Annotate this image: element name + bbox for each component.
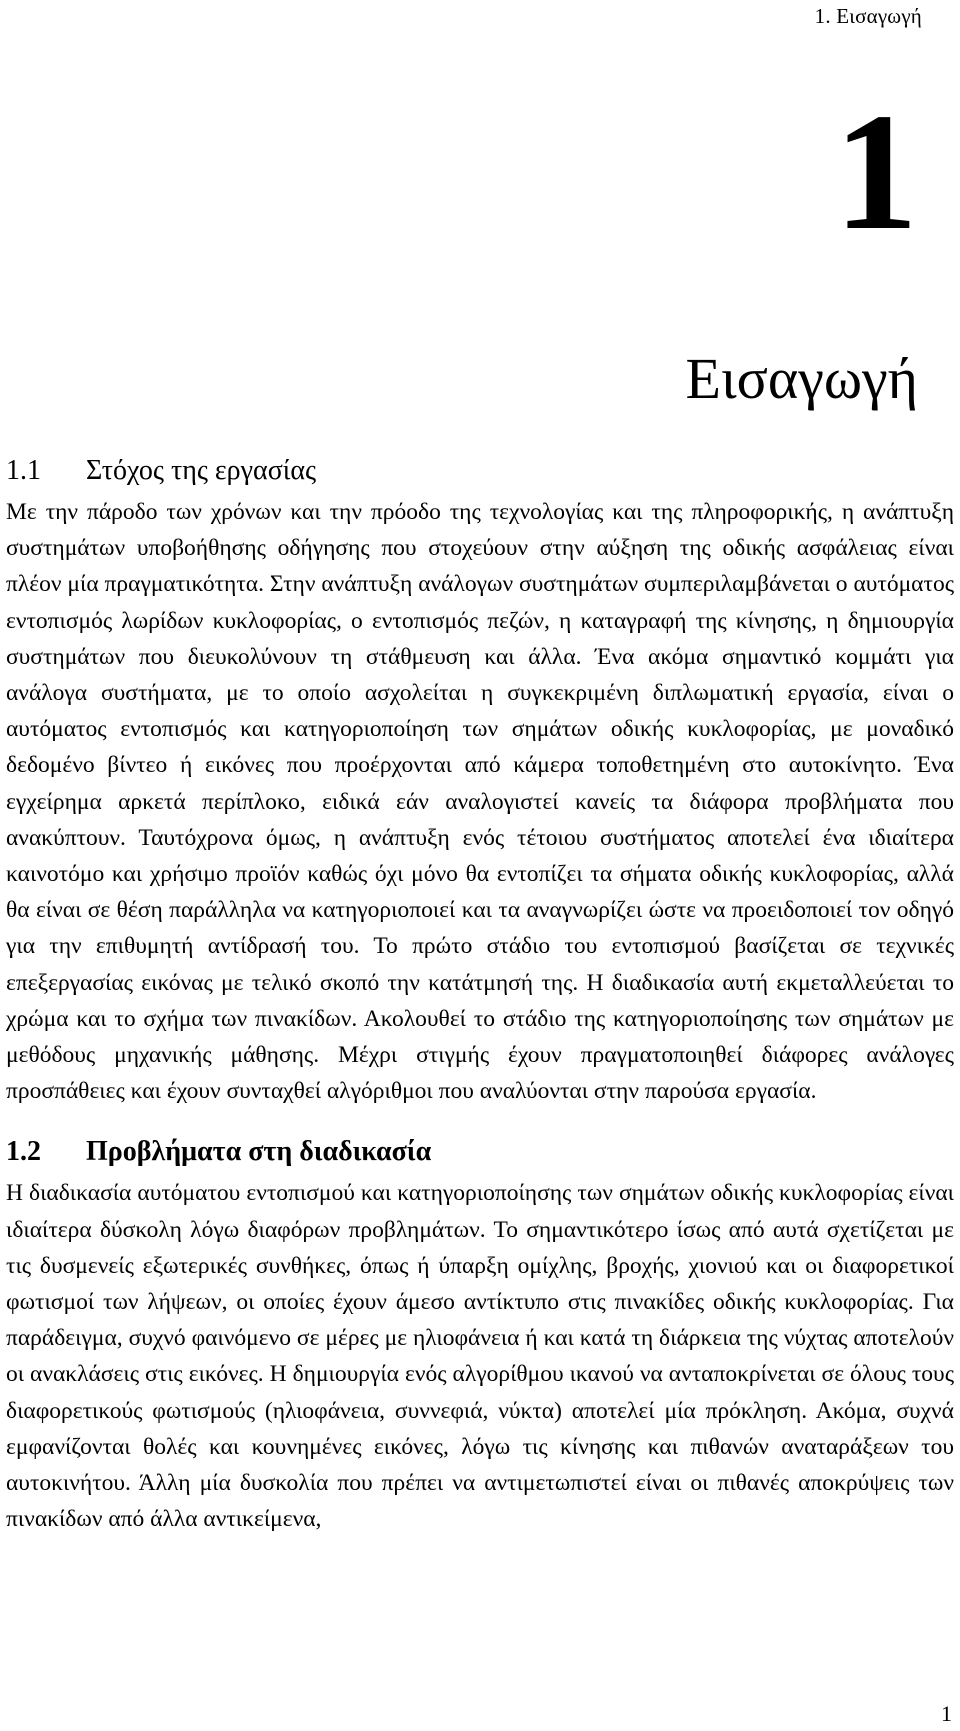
section-paragraph: Η διαδικασία αυτόματου εντοπισμού και κατηγοριοποίησης των σημάτων οδικής κυκλοφορίας είναι ιδιαίτερα δύσκολη λόγω διαφόρων προβλημάτων. Το σημαντικότερο ίσως από αυτά σχετίζεται με τις δυσμενείς εξωτερικές συνθήκες, όπως ή ύπαρξη ομίχλης, βροχής, χιονιού και οι διαφορετικοί φωτισμοί των λήψεων, οι οποίες έχουν άμεσο αντίκτυπο στις πινακίδες οδικής κυκλοφορίας. Για παράδειγμα, συχνό φαινόμενο σε μέρες με ηλιοφάνεια ή και κατά τη διάρκεια της νύχτας αποτελούν οι ανακλάσεις στις εικόνες. Η δημιουργία ενός αλγορίθμου ικανού να ανταποκρίνεται σε όλους τους διαφορετικούς φωτισμούς (ηλιοφάνεια, συννεφιά, νύκτα) αποτελεί μία πρόκληση. Ακόμα, συχνά εμφανίζονται θολές και κουνημένες εικόνες, λόγω τις κίνησης και πιθανών αναταράξεων του αυτοκινήτου. Άλλη μία δυσκολία που πρέπει να αντιμετωπιστεί είναι οι πιθανές αποκρύψεις των πινακίδων από άλλα αντικείμενα, <box>6 1180 954 1533</box>
section-title: Προβλήματα στη διαδικασία <box>86 1136 432 1168</box>
section-number: 1.2 <box>6 1136 41 1168</box>
chapter-title: Εισαγωγή <box>685 346 918 411</box>
chapter-number: 1 <box>834 79 918 265</box>
section-heading-1-1 <box>6 448 954 494</box>
page-number: 1 <box>941 1701 952 1726</box>
section-title: Στόχος της εργασίας <box>86 455 317 486</box>
section-paragraph: Με την πάροδο των χρόνων και την πρόοδο της τεχνολογίας και της πληροφορικής, η ανάπτυξη συστημάτων υποβοήθησης οδήγησης που στοχεύουν στην αύξηση της οδικής ασφάλειας είναι πλέον μία πραγματικότητα. Στην ανάπτυξη ανάλογων συστημάτων συμπεριλαμβάνεται ο αυτόματος εντοπισμός λωρίδων κυκλοφορίας, ο εντοπισμός πεζών, η καταγραφή της κίνησης, η δημιουργία συστημάτων που διευκολύνουν τη στάθμευση και άλλα. Ένα ακόμα σημαντικό κομμάτι για ανάλογα συστήματα, με το οποίο ασχολείται η συγκεκριμένη διπλωματική εργασία, είναι ο αυτόματος εντοπισμός και κατηγοριοποίηση των σημάτων οδικής κυκλοφορίας, με μοναδικό δεδομένο βίντεο ή εικόνες που προέρχονται από κάμερα τοποθετημένη στο αυτοκίνητο. Ένα εγχείρημα αρκετά περίπλοκο, ειδικά εάν αναλογιστεί κανείς τα διάφορα προβλήματα που ανακύπτουν. Ταυτόχρονα όμως, η ανάπτυξη ενός τέτοιου συστήματος αποτελεί ένα ιδιαίτερα καινοτόμο και χρήσιμο προϊόν καθώς όχι μόνο θα εντοπίζει τα σήματα οδικής κυκλοφορίας, αλλά θα είναι σε θέση παράλληλα να κατηγοριοποιεί και τα αναγνωρίζει ώστε να προειδοποιεί τον οδηγό για την επιθυμητή αντίδρασή του. Το πρώτο στάδιο του εντοπισμού βασίζεται σε τεχνικές επεξεργασίας εικόνας με τελικό σκοπό την κατάτμησή της. Η διαδικασία αυτή εκμεταλλεύεται το χρώμα και το σχήμα των πινακίδων. Ακολουθεί το στάδιο της κατηγοριοποίησης των σημάτων με μεθόδους μηχανικής μάθησης. Μέχρι στιγμής έχουν πραγματοποιηθεί διάφορες ανάλογες προσπάθειες και έχουν συνταχθεί αλγόριθμοι που αναλύονται στην παρούσα εργασία. <box>6 499 954 1105</box>
page-content <box>6 448 954 1537</box>
section-heading-1-2 <box>6 1129 954 1175</box>
section-number: 1.1 <box>6 455 41 486</box>
running-header: 1. Εισαγωγή <box>814 4 922 28</box>
